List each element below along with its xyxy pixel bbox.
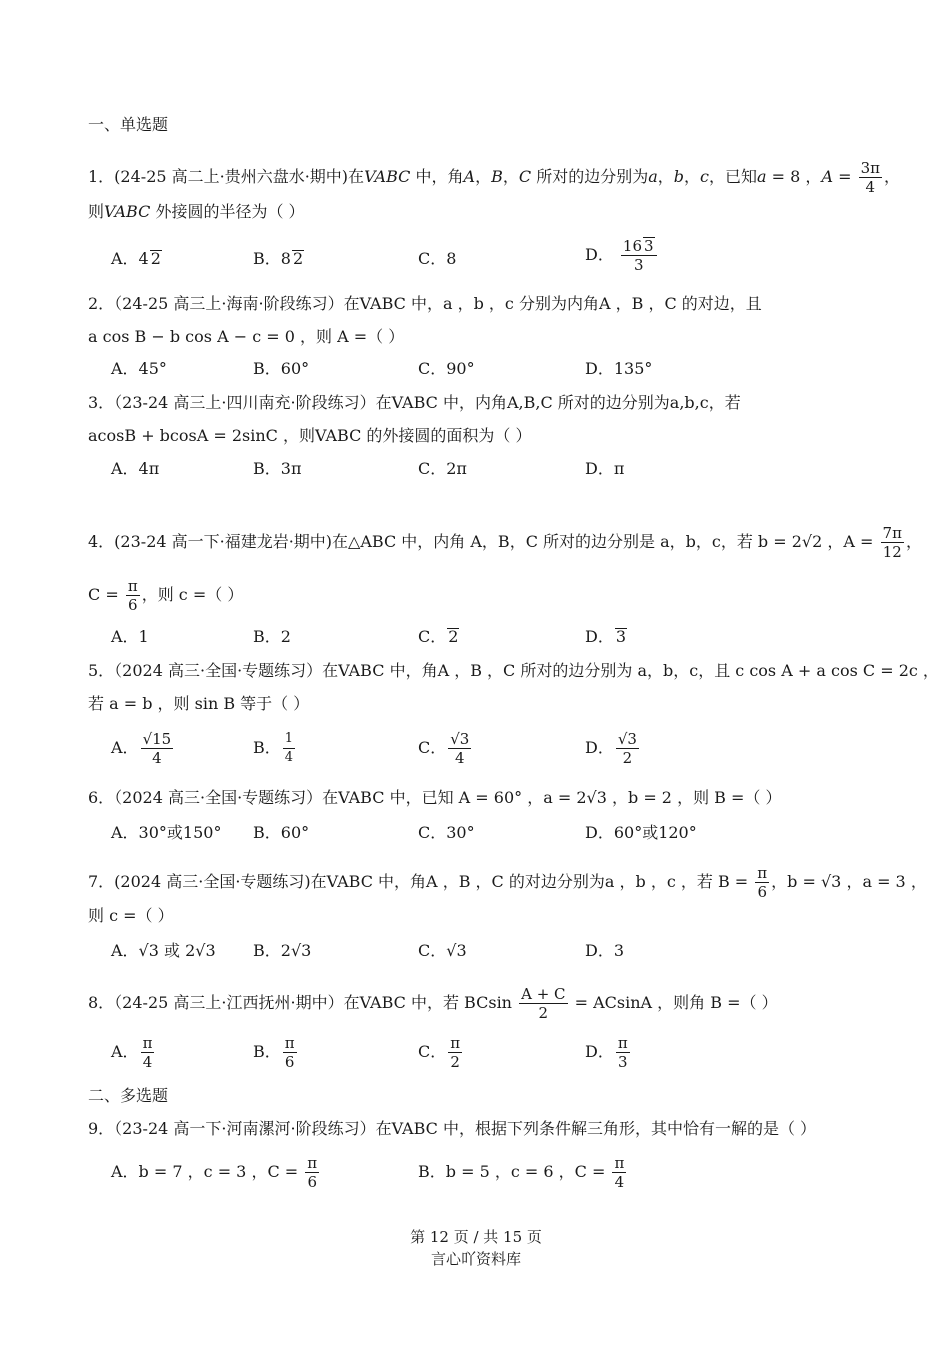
q1-line2-pre: 则 [88,202,105,221]
question-3-line-1: 3．（23-24 高三上·四川南充·阶段练习）在VABC 中，内角A,B,C 所对的边分别为a,b,c，若 [88,393,741,412]
q8-option-d[interactable]: D． $\frac{\pi}{3}$ [585,1034,628,1071]
q6-option-c[interactable]: C．30° [418,823,475,842]
q2-option-b[interactable]: B．60° [253,359,310,378]
q8-sin-fraction: $\frac{A + C}{2}$ [521,985,566,1022]
q5-option-a[interactable]: A． $\frac{√15}{4}$ [111,730,172,767]
q6-option-b[interactable]: B．60° [253,823,310,842]
q4-line2-pre: C = [88,585,119,604]
q8-line1-end: = ACsinA ，则角 B =（ ） [574,993,778,1012]
section-heading-multiple-choice: 二、多选题 [88,1086,169,1105]
q5-option-c[interactable]: C． $\frac{√3}{4}$ [418,730,470,767]
q1-option-d[interactable]: D． $\frac{16 3}{3}$ [585,237,659,274]
q7-angle-b-fraction: $\frac{\pi}{6}$ [757,864,768,901]
q8-option-a[interactable]: A． $\frac{\pi}{4}$ [111,1034,153,1071]
q1-stem-d: ，已知 [709,167,758,186]
q1-stem-c: 所对的边分别为 [536,167,649,186]
q3-option-b[interactable]: B．3π [253,459,302,478]
q7-option-b[interactable]: B．2√3 [253,941,312,960]
q1-stem-a: 1．(24-25 高二上·贵州六盘水·期中)在 [88,167,365,186]
q5-option-b[interactable]: B． $\frac{1}{4}$ [253,731,294,765]
question-5-line-2: 若 a = b ，则 sin B 等于（ ） [88,694,310,713]
q2-option-a[interactable]: A．45° [111,359,167,378]
q1-angle-fraction: $\frac{3\pi}{4}$ [860,159,880,196]
q1-stem-e: ， [883,167,900,186]
question-5-line-1: 5．（2024 高三·全国·专题练习）在VABC 中，角A ，B ，C 所对的边分别为 a，b，c，且 c cos A + a cos C = 2c ， [88,661,939,680]
question-1-line-2: 则VABC 外接圆的半径为（ ） [88,202,305,221]
section-heading-single-choice: 一、单选题 [88,115,169,134]
q3-option-a[interactable]: A．4π [111,459,160,478]
q5-option-d[interactable]: D． $\frac{√3}{2}$ [585,730,637,767]
q3-option-c[interactable]: C．2π [418,459,467,478]
q4-angle-c-fraction: $\frac{\pi}{6}$ [127,577,138,614]
q4-option-c[interactable]: C． 2 [418,627,459,646]
q7-option-d[interactable]: D．3 [585,941,625,960]
q1-option-b[interactable]: B．8 2 [253,249,304,268]
q8-line1a: 8．（24-25 高三上·江西抚州·期中）在VABC 中，若 BCsin [88,993,512,1012]
q7-option-c[interactable]: C．√3 [418,941,467,960]
q1-option-c[interactable]: C．8 [418,249,457,268]
q7-option-a[interactable]: A．√3 或 2√3 [111,941,216,960]
question-7-line-2: 则 c =（ ） [88,906,174,925]
q2-option-d[interactable]: D．135° [585,359,653,378]
question-7-line-1 [88,864,927,901]
q7-line1-end: ，b = √3 ，a = 3 ， [771,872,927,891]
question-6-line-1: 6．（2024 高三·全国·专题练习）在VABC 中，已知 A = 60° ，a = 2√3 ，b = 2 ，则 B =（ ） [88,788,782,807]
question-4-line-2 [88,577,243,614]
page-number: 第 12 页 / 共 15 页 [410,1228,542,1246]
q9-option-b[interactable]: B．b = 5 ，c = 6 ，C = $\frac{\pi}{4}$ [418,1154,625,1191]
q7-line1a: 7．(2024 高三·全国·专题练习)在VABC 中，角A ，B ，C 的对边分别为a ，b ，c ，若 B = [88,872,749,891]
q4-line1a: 4．(23-24 高一下·福建龙岩·期中)在△ABC 中，内角 A，B，C 所对的边分别是 a，b，c，若 b = 2√2 ，A = [88,532,874,551]
q2-option-c[interactable]: C．90° [418,359,475,378]
question-1-line-1: 1．(24-25 高二上·贵州六盘水·期中)在VABC 中，角A，B，C 所对的边分别为a，b，c，已知a = 8 ，A = $\frac{3\pi}{4}$ ， [88,159,900,196]
q1-line2: 外接圆的半径为（ ） [155,202,305,221]
q8-option-c[interactable]: C． $\frac{\pi}{2}$ [418,1034,461,1071]
q4-line1-end: ， [905,532,922,551]
q6-option-d[interactable]: D．60°或120° [585,823,697,842]
question-4-line-1 [88,524,922,561]
question-2-line-2: a cos B − b cos A − c = 0 ，则 A =（ ） [88,327,405,346]
question-2-line-1: 2．（24-25 高三上·海南·阶段练习）在VABC 中，a ，b ，c 分别为内角A ，B ，C 的对边，且 [88,294,762,313]
q4-angle-a-fraction: $\frac{7\pi}{12}$ [882,524,902,561]
question-3-line-2: acosB + bcosA = 2sinC ，则VABC 的外接圆的面积为（ ） [88,426,532,445]
question-9-line-1: 9．（23-24 高一下·河南漯河·阶段练习）在VABC 中，根据下列条件解三角形，其中恰有一解的是（ ） [88,1119,817,1138]
q1-option-a[interactable]: A．4 2 [111,249,161,268]
footer-source: 言心吖资料库 [430,1250,521,1268]
q8-option-b[interactable]: B． $\frac{\pi}{6}$ [253,1034,295,1071]
q3-option-d[interactable]: D．π [585,459,625,478]
q6-option-a[interactable]: A．30°或150° [111,823,222,842]
q9-option-a[interactable]: A．b = 7 ，c = 3 ，C = $\frac{\pi}{6}$ [111,1154,318,1191]
q4-option-a[interactable]: A．1 [111,627,149,646]
q4-option-b[interactable]: B．2 [253,627,291,646]
q1-stem-b: 中，角 [415,167,464,186]
question-8-line-1 [88,985,778,1022]
q4-line2-end: ，则 c =（ ） [141,585,244,604]
q4-option-d[interactable]: D． 3 [585,627,627,646]
